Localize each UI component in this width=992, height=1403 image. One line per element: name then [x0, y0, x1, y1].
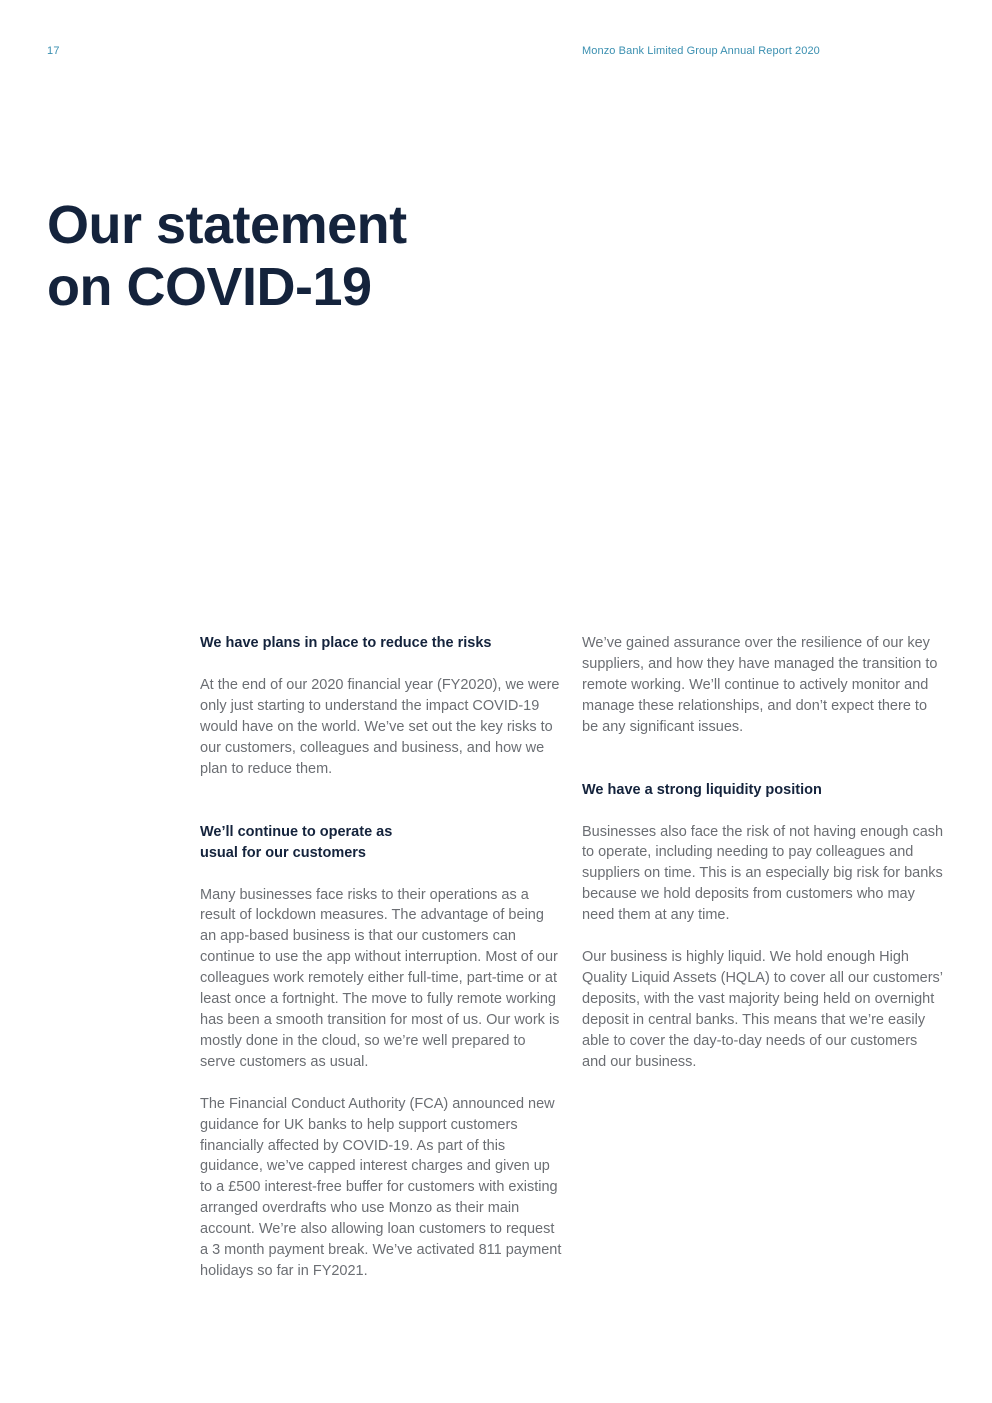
page-title-line-2: on COVID-19	[47, 257, 372, 317]
page-number: 17	[47, 45, 60, 57]
section-heading-plans: We have plans in place to reduce the risks	[200, 635, 492, 651]
right-column	[582, 633, 944, 1073]
paragraph-operations: Many businesses face risks to their operations as a result of lockdown measures. The advantage of being an app-based business is that our customers can continue to use the app without interruption. Most of our colleagues work remotely either full-time, part-time or at least once a fortnight. The move to fully remote working has been a smooth transition for most of us. Our work is mostly done in the cloud, so we’re well prepared to serve customers as usual.	[200, 886, 560, 1070]
section-heading-liquidity: We have a strong liquidity position	[582, 781, 822, 798]
left-column	[200, 633, 562, 1282]
paragraph-plans: At the end of our 2020 financial year (FY2020), we were only just starting to understand the impact COVID-19 would have on the world. We’ve set out the key risks to our customers, colleagues and business, and how we plan to reduce them.	[200, 677, 560, 777]
page-title	[47, 194, 407, 318]
report-title: Monzo Bank Limited Group Annual Report 2020	[582, 45, 820, 57]
paragraph-hqla: Our business is highly liquid. We hold enough High Quality Liquid Assets (HQLA) to cover all our customers’ deposits, with the vast majority being held on overnight deposit in central banks. This means that we’re easily able to cover the day-to-day needs of our customers and our business.	[582, 949, 943, 1070]
section-heading-operations-line-2: usual for our customers	[200, 844, 366, 861]
section-heading-operations	[200, 822, 562, 864]
section-heading-operations-line-1: We’ll continue to operate as	[200, 823, 393, 840]
page-title-line-1: Our statement	[47, 195, 407, 255]
paragraph-liquidity-risk: Businesses also face the risk of not having enough cash to operate, including needing to pay colleagues and suppliers on time. This is an especially big risk for banks because we hold deposits from customers who may need them at any time.	[582, 823, 944, 924]
paragraph-fca-guidance: The Financial Conduct Authority (FCA) announced new guidance for UK banks to help support customers financially affected by COVID-19. As part of this guidance, we’ve capped interest charges and given up to a £500 interest-free buffer for customers with existing arranged overdrafts who use Monzo as their main account. We’re also allowing loan customers to request a 3 month payment break. We’ve activated 811 payment holidays so far in FY2021.	[200, 1095, 562, 1279]
paragraph-suppliers: We’ve gained assurance over the resilience of our key suppliers, and how they have managed the transition to remote working. We’ll continue to actively monitor and manage these relationships, and don’t expect there to be any significant issues.	[582, 635, 938, 735]
